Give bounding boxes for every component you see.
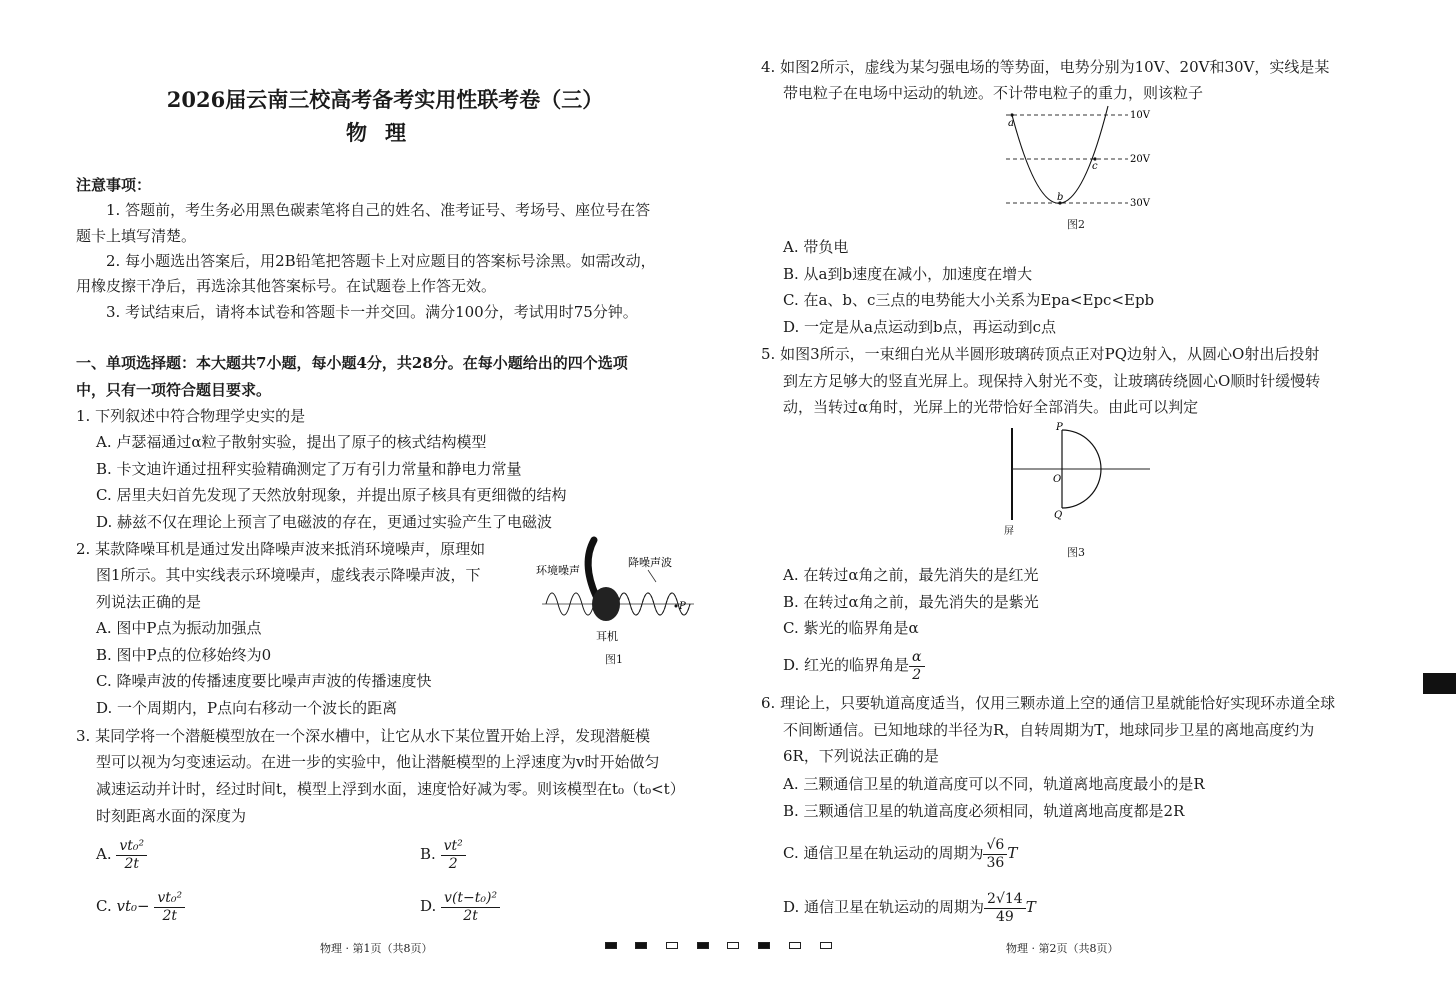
figure-1-noise-cancel: [536, 538, 696, 648]
figure-3-caption: 图3: [1067, 546, 1085, 559]
notice-line: 用橡皮擦干净后，再选涂其他答案标号。在试题卷上作答无效。: [76, 277, 497, 295]
notice-line: 1. 答题前，考生务必用黑色碳素笔将自己的姓名、准考证号、考场号、座位号在答: [106, 201, 651, 219]
subject-title: 物理: [346, 120, 424, 145]
figure-2-label-c: c: [1092, 161, 1098, 172]
figure-1-point-p: [675, 605, 678, 608]
q3-option-c-label: C.: [96, 897, 112, 915]
fraction-denominator: 2: [912, 666, 922, 683]
q5-option-d-fraction: [909, 649, 924, 684]
q3-option-a-fraction: [116, 838, 147, 873]
q3-stem: 3. 某同学将一个潜艇模型放在一个深水槽中，让它从水下某位置开始上浮，发现潜艇模: [76, 727, 651, 745]
q5-option-d-text: D. 红光的临界角是: [783, 656, 910, 674]
notice-line: 2. 每小题选出答案后，用2B铅笔把答题卡上对应题目的答案标号涂黑。如需改动，: [106, 252, 656, 270]
q6-option-b: B. 三颗通信卫星的轨道高度必须相同，轨道离地高度都是2R: [783, 802, 1185, 820]
fraction-numerator: 2√14: [984, 891, 1026, 909]
q1-option-d: D. 赫兹不仅在理论上预言了电磁波的存在，更通过实验产生了电磁波: [96, 513, 553, 531]
section-heading: 一、单项选择题：本大题共7小题，每小题4分，共28分。在每小题给出的四个选项: [76, 354, 628, 372]
figure-1-caption: 图1: [605, 653, 623, 666]
figure-2-label-b: b: [1057, 192, 1064, 203]
figure-2-label-a: a: [1008, 118, 1014, 129]
fraction-numerator: v(t−t₀)²: [441, 890, 500, 908]
figure-2-label-20v: 20V: [1130, 154, 1150, 165]
side-tab-marker: [1423, 673, 1456, 694]
fold-mark: [727, 942, 739, 949]
figure-1-headband: [588, 540, 596, 596]
q2-stem: 图1所示。其中实线表示环境噪声，虚线表示降噪声波，下: [96, 566, 481, 584]
q3-option-b-label: B.: [420, 845, 436, 863]
q3-option-b-fraction: [441, 838, 466, 873]
q3-stem: 型可以视为匀变速运动。在进一步的实验中，他让潜艇模型的上浮速度为v时开始做匀: [96, 753, 660, 771]
q1-option-a: A. 卢瑟福通过α粒子散射实验，提出了原子的核式结构模型: [96, 433, 487, 451]
q6-option-c-suffix: T: [1007, 844, 1018, 862]
q2-option-d: D. 一个周期内，P点向右移动一个波长的距离: [96, 699, 398, 717]
q3-stem: 时刻距离水面的深度为: [96, 807, 247, 825]
q5-stem: 5. 如图3所示，一束细白光从半圆形玻璃砖顶点正对PQ边射入，从圆心O射出后投射: [761, 345, 1320, 363]
fold-mark: [697, 942, 709, 949]
figure-3-glass-semicircle: [1000, 420, 1160, 538]
exam-title: 2026届云南三校高考备考实用性联考卷（三）: [166, 87, 604, 112]
q6-option-d-fraction: [984, 891, 1026, 926]
q3-stem: 减速运动并计时，经过时间t，模型上浮到水面，速度恰好减为零。则该模型在t₀（t₀<t）: [96, 780, 685, 798]
q2-option-a: A. 图中P点为振动加强点: [96, 619, 262, 637]
q3-option-d-fraction: [441, 890, 500, 925]
fold-mark: [635, 942, 647, 949]
figure-2-caption: 图2: [1067, 218, 1085, 231]
q6-stem: 6R，下列说法正确的是: [783, 747, 939, 765]
figure-3-label-q: Q: [1054, 510, 1063, 521]
q1-option-c: C. 居里夫妇首先发现了天然放射现象，并提出原子核具有更细微的结构: [96, 486, 567, 504]
q3-option-a-label: A.: [96, 845, 112, 863]
fraction-denominator: 2t: [124, 855, 140, 872]
q6-option-c: [783, 833, 1017, 873]
figure-3-label-screen: 屏: [1004, 526, 1014, 537]
notice-line: 题卡上填写清楚。: [76, 227, 197, 245]
figure-3-label-o: O: [1053, 474, 1062, 485]
q2-stem: 2. 某款降噪耳机是通过发出降噪声波来抵消环境噪声，原理如: [76, 540, 486, 558]
q3-option-c-fraction: [154, 890, 185, 925]
fold-mark: [789, 942, 801, 949]
q2-option-c: C. 降噪声波的传播速度要比噪声声波的传播速度快: [96, 672, 432, 690]
figure-3-label-p: P: [1056, 422, 1063, 433]
figure-2-equipotential: [1000, 106, 1160, 211]
q3-option-d-label: D.: [420, 897, 437, 915]
q5-stem: 到左方足够大的竖直光屏上。现保持入射光不变，让玻璃砖绕圆心O顺时针缓慢转: [783, 372, 1321, 390]
fraction-numerator: vt₀²: [116, 838, 147, 856]
q3-option-a: [96, 834, 147, 874]
q6-option-c-fraction: [983, 837, 1007, 872]
q6-stem: 不间断通信。已知地球的半径为R，自转周期为T，地球同步卫星的离地高度约为: [783, 721, 1315, 739]
fraction-denominator: 2: [448, 855, 458, 872]
fold-mark: [605, 942, 617, 949]
q6-option-d: [783, 887, 1036, 927]
q3-option-c: [96, 886, 185, 926]
notice-line: 3. 考试结束后，请将本试卷和答题卡一并交回。满分100分，考试用时75分钟。: [106, 303, 638, 321]
q4-option-b: B. 从a到b速度在减小，加速度在增大: [783, 265, 1033, 283]
fold-mark: [666, 942, 678, 949]
figure-1-earphone-shape: [592, 587, 620, 621]
figure-1-label-p: P: [679, 601, 686, 612]
q3-option-c-prefix: vt₀−: [116, 897, 150, 915]
fraction-numerator: vt₀²: [154, 890, 185, 908]
q1-option-b: B. 卡文迪许通过扭秤实验精确测定了万有引力常量和静电力常量: [96, 460, 522, 478]
notice-heading: 注意事项：: [76, 176, 152, 194]
figure-2-label-30v: 30V: [1130, 198, 1150, 209]
figure-1-label-anti: 降噪声波: [628, 556, 672, 569]
q6-option-c-text: C. 通信卫星在轨运动的周期为: [783, 844, 984, 862]
q4-option-a: A. 带负电: [783, 238, 849, 256]
q5-option-c: C. 紫光的临界角是α: [783, 619, 919, 637]
footer-right-page-number: 物理 · 第2页（共8页）: [1006, 942, 1119, 955]
fraction-numerator: √6: [983, 837, 1007, 855]
q2-stem: 列说法正确的是: [96, 593, 202, 611]
q2-option-b: B. 图中P点的位移始终为0: [96, 646, 272, 664]
q1-stem: 1. 下列叙述中符合物理学史实的是: [76, 407, 306, 425]
q6-stem: 6. 理论上，只要轨道高度适当，仅用三颗赤道上空的通信卫星就能恰好实现环赤道全球: [761, 694, 1336, 712]
q5-option-d: [783, 645, 925, 685]
fraction-denominator: 36: [986, 854, 1005, 871]
figure-1-label-env: 环境噪声: [536, 564, 580, 577]
q6-option-d-suffix: T: [1025, 898, 1036, 916]
q4-stem: 带电粒子在电场中运动的轨迹。不计带电粒子的重力，则该粒子: [783, 84, 1204, 102]
q5-option-b: B. 在转过α角之前，最先消失的是紫光: [783, 593, 1039, 611]
fraction-denominator: 49: [995, 908, 1014, 925]
q4-option-d: D. 一定是从a点运动到b点，再运动到c点: [783, 318, 1056, 336]
q6-option-a: A. 三颗通信卫星的轨道高度可以不同，轨道离地高度最小的是R: [783, 775, 1205, 793]
q4-stem: 4. 如图2所示，虚线为某匀强电场的等势面，电势分别为10V、20V和30V，实线是某: [761, 58, 1330, 76]
fraction-denominator: 2t: [162, 907, 178, 924]
fraction-numerator: α: [909, 649, 924, 667]
q3-option-b: [420, 834, 466, 874]
q3-option-d: [420, 886, 500, 926]
fraction-denominator: 2t: [463, 907, 478, 924]
q5-stem: 动，当转过α角时，光屏上的光带恰好全部消失。由此可以判定: [783, 398, 1199, 416]
fraction-numerator: vt²: [441, 838, 466, 856]
fold-mark: [758, 942, 770, 949]
footer-left-page-number: 物理 · 第1页（共8页）: [320, 942, 433, 955]
figure-2-label-10v: 10V: [1130, 110, 1150, 121]
figure-1-label-earphone: 耳机: [596, 630, 618, 643]
q6-option-d-text: D. 通信卫星在轨运动的周期为: [783, 898, 985, 916]
q4-option-c: C. 在a、b、c三点的电势能大小关系为Epa<Epc<Epb: [783, 291, 1155, 309]
q5-option-a: A. 在转过α角之前，最先消失的是红光: [783, 566, 1039, 584]
figure-2-trajectory: [1012, 106, 1108, 203]
fold-mark: [820, 942, 832, 949]
section-heading: 中，只有一项符合题目要求。: [76, 381, 272, 399]
